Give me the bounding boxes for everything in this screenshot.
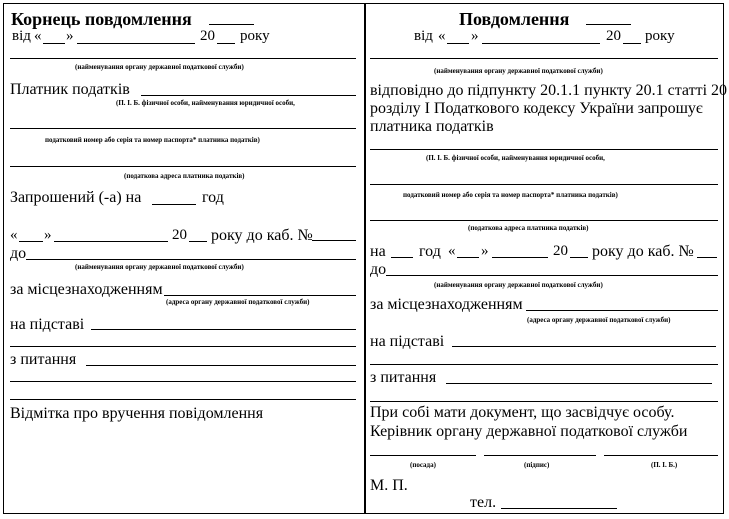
notice-phone-label: тел. — [470, 494, 497, 511]
column-divider — [364, 3, 366, 514]
notice-hour-label: год — [419, 243, 441, 260]
stub-location-label: за місцезнаходженням — [10, 281, 163, 298]
stub-payer-address-caption: (податкова адреса платника податків) — [124, 172, 245, 180]
stub-month-line[interactable] — [77, 43, 195, 44]
stub-month-line-2[interactable] — [54, 241, 168, 242]
notice-close-quote-2: » — [481, 243, 489, 259]
stub-to-label: до — [10, 245, 27, 262]
notice-on-label: на — [370, 243, 386, 260]
stub-payer-caption: (П. І. Б. фізичної особи, найменування юридичної особи, — [116, 99, 295, 107]
stub-question-line[interactable] — [86, 365, 356, 366]
stub-payer-address-line[interactable] — [10, 166, 356, 167]
stub-number-line[interactable] — [209, 24, 254, 25]
notice-signature-line[interactable] — [484, 455, 596, 456]
stub-tax-number-line[interactable] — [10, 128, 356, 129]
stub-day-line-2[interactable] — [19, 241, 43, 242]
notice-name-line[interactable] — [604, 455, 718, 456]
notice-to-line[interactable] — [386, 275, 718, 276]
notice-number-line[interactable] — [586, 24, 631, 25]
notice-phone-line[interactable] — [501, 508, 617, 509]
notice-from-label: від — [414, 28, 433, 44]
notice-close-quote: » — [471, 28, 479, 44]
notice-authority-caption: (найменування органу державної податкової служби) — [434, 67, 603, 75]
notice-month-line[interactable] — [482, 43, 600, 44]
stub-authority-caption-2: (найменування органу державної податкової служби) — [75, 263, 244, 271]
notice-payer-caption: (П. І. Б. фізичної особи, найменування юридичної особи, — [426, 154, 605, 162]
notice-basis-line[interactable] — [452, 346, 716, 347]
stub-basis-label: на підставі — [10, 316, 85, 333]
stub-day-line[interactable] — [43, 43, 65, 44]
notice-year-line-2[interactable] — [570, 257, 588, 258]
stub-hour-line[interactable] — [152, 204, 196, 205]
stub-authority-caption: (найменування органу державної податкової служби) — [75, 63, 244, 71]
stub-year-line[interactable] — [217, 43, 235, 44]
notice-location-line[interactable] — [526, 310, 718, 311]
notice-tax-number-line[interactable] — [370, 184, 718, 185]
stub-year-suffix: року — [240, 28, 270, 44]
notice-authority-line[interactable] — [370, 58, 718, 59]
stub-year-prefix: 20 — [200, 28, 215, 44]
notice-payer-address-line[interactable] — [370, 220, 718, 221]
notice-signature-caption: (підпис) — [524, 461, 550, 469]
notice-basis-label: на підставі — [370, 333, 445, 350]
notice-open-quote-2: « — [448, 243, 456, 259]
stub-question-line-2[interactable] — [10, 381, 356, 382]
stub-question-label: з питання — [10, 351, 77, 368]
stub-hour-label: год — [202, 189, 224, 206]
notice-tax-number-caption: податковий номер або серія та номер паспорта* платника податків) — [403, 191, 618, 199]
notice-open-quote: « — [438, 28, 446, 44]
stub-room-text: року до каб. № — [211, 227, 313, 244]
stub-close-quote: » — [66, 28, 74, 44]
notice-question-line[interactable] — [446, 383, 712, 384]
notice-basis-line-2[interactable] — [370, 364, 718, 365]
notice-day-line-2[interactable] — [457, 257, 479, 258]
stub-authority-address-caption: (адреса органу державної податкової служби) — [166, 298, 310, 306]
stub-open-quote: « — [34, 28, 42, 44]
notice-year-prefix-2: 20 — [553, 243, 568, 259]
stub-tax-number-caption: податковий номер або серія та номер паспорта* платника податків) — [45, 136, 260, 144]
notice-payer-line[interactable] — [370, 149, 718, 150]
notice-question-line-2[interactable] — [370, 401, 718, 402]
notice-year-prefix: 20 — [606, 28, 621, 44]
notice-month-line-2[interactable] — [492, 257, 548, 258]
notice-stamp: М. П. — [370, 477, 408, 494]
notice-to-label: до — [370, 261, 387, 278]
stub-close-quote-2: » — [44, 227, 52, 243]
notice-name-caption: (П. І. Б.) — [651, 461, 678, 469]
stub-year-prefix-2: 20 — [172, 227, 187, 243]
notice-year-line[interactable] — [623, 43, 641, 44]
stub-open-quote-2: « — [10, 227, 18, 243]
notice-position-caption: (посада) — [410, 461, 436, 469]
stub-location-line[interactable] — [164, 295, 356, 296]
stub-invited-label: Запрошений (-а) на — [10, 189, 142, 206]
stub-room-line[interactable] — [312, 240, 356, 241]
stub-payer-label: Платник податків — [10, 81, 130, 98]
notice-day-line[interactable] — [447, 43, 469, 44]
notice-document-note: При собі мати документ, що засвідчує особу. — [370, 404, 675, 421]
notice-title: Повдомлення — [459, 9, 570, 29]
notice-legal-text-1: відповідно до підпункту 20.1.1 пункту 20.1 статті 20 — [370, 82, 728, 99]
notice-hour-line[interactable] — [391, 257, 413, 258]
stub-authority-line[interactable] — [10, 58, 356, 59]
notice-room-line[interactable] — [697, 257, 717, 258]
notice-position-line[interactable] — [370, 455, 476, 456]
stub-from-label: від — [12, 28, 31, 44]
stub-payer-line[interactable] — [141, 95, 356, 96]
notice-authority-address-caption: (адреса органу державної податкової служби) — [527, 316, 671, 324]
notice-year-suffix: року — [645, 28, 675, 44]
stub-title: Корнець повдомлення — [11, 9, 192, 29]
notice-head-label: Керівник органу державної податкової служби — [370, 423, 688, 440]
notice-room-text: року до каб. № — [592, 243, 694, 260]
stub-to-line[interactable] — [26, 259, 356, 260]
notice-location-label: за місцезнаходженням — [370, 296, 523, 313]
stub-delivery-mark: Відмітка про вручення повідомлення — [10, 405, 264, 422]
notice-question-label: з питання — [370, 369, 437, 386]
stub-basis-line[interactable] — [91, 329, 356, 330]
notice-legal-text-3: платника податків — [370, 118, 494, 135]
stub-question-line-3[interactable] — [10, 399, 356, 400]
notice-payer-address-caption: (податкова адреса платника податків) — [468, 224, 589, 232]
notice-legal-text-2: розділу І Податкового кодексу України запрошує — [370, 100, 703, 117]
stub-year-line-2[interactable] — [189, 241, 207, 242]
notice-authority-caption-2: (найменування органу державної податкової служби) — [434, 281, 603, 289]
stub-basis-line-2[interactable] — [10, 346, 356, 347]
